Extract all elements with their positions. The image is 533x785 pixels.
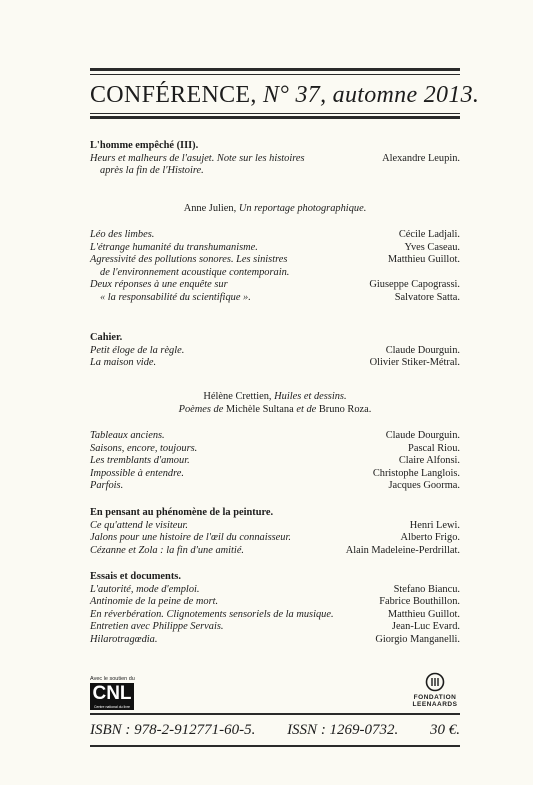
group-poems xyxy=(90,430,460,493)
interlude-title: Huiles et dessins. xyxy=(274,391,347,402)
footer xyxy=(90,722,460,739)
toc-title: Heurs et malheurs de l'asujet. Note sur les histoires xyxy=(90,152,305,164)
cnl-logo xyxy=(90,676,138,710)
toc-author: Pascal Riou. xyxy=(408,442,460,454)
toc-title: La maison vide. xyxy=(90,357,157,369)
toc-row xyxy=(90,292,460,305)
toc-author: Matthieu Guillot. xyxy=(387,608,460,620)
toc-author: Alberto Frigo. xyxy=(400,532,460,544)
toc-row xyxy=(90,545,460,558)
toc-row xyxy=(90,596,460,609)
toc-author: Henri Lewi. xyxy=(409,519,460,531)
group-articles-1 xyxy=(90,229,460,305)
fondation-line1: FONDATION xyxy=(413,694,457,701)
toc-title: Entretien avec Philippe Servais. xyxy=(90,621,224,633)
toc-author: Giorgio Manganelli. xyxy=(375,633,460,645)
toc-row xyxy=(90,520,460,533)
toc-author: Yves Caseau. xyxy=(404,241,460,253)
toc-row xyxy=(90,468,460,481)
toc-title: Parfois. xyxy=(90,480,124,492)
toc-row xyxy=(90,153,460,166)
cnl-mark: CNL xyxy=(90,683,134,705)
toc-author: Salvatore Satta. xyxy=(394,291,460,303)
toc-author: Fabrice Bouthillon. xyxy=(379,596,460,608)
toc-author: Claire Alfonsi. xyxy=(398,455,460,467)
interlude-title: Un reportage photographique. xyxy=(238,203,367,214)
toc-title: Impossible à entendre. xyxy=(90,467,184,479)
toc-row xyxy=(90,267,460,280)
toc-author: Christophe Langlois. xyxy=(372,467,460,479)
toc-title: Léo des limbes. xyxy=(90,229,155,240)
toc-row xyxy=(90,357,460,370)
toc-title: Deux réponses à une enquête sur xyxy=(90,279,228,291)
toc-title: Les tremblants d'amour. xyxy=(90,455,190,467)
toc-title: de l'environnement acoustique contemporain. xyxy=(100,266,290,278)
interlude-poems-label: Poèmes de xyxy=(178,403,224,415)
toc-row xyxy=(90,254,460,267)
toc-row xyxy=(90,279,460,292)
toc-title: Hilarotragœdia. xyxy=(90,633,158,645)
section-heading: Cahier. xyxy=(90,332,123,343)
toc-title: après la fin de l'Histoire. xyxy=(100,165,204,177)
top-thin-rule xyxy=(90,74,460,75)
footer-top-rule xyxy=(90,713,460,715)
toc-row xyxy=(90,345,460,358)
interlude-helene-crettien xyxy=(90,391,460,416)
fondation-line2: LEENAARDS xyxy=(412,701,458,708)
toc-author: Claude Dourguin. xyxy=(385,430,460,441)
toc-author: Jean-Luc Evard. xyxy=(391,621,460,633)
toc-title: L'autorité, mode d'emploi. xyxy=(90,583,200,595)
toc-author: Claude Dourguin. xyxy=(385,344,460,356)
isbn: ISBN : 978-2-912771-60-5. xyxy=(90,722,256,738)
interlude-name: Hélène Crettien, xyxy=(203,391,272,402)
fondation-emblem-icon xyxy=(425,672,445,692)
section-heading: Essais et documents. xyxy=(90,571,181,582)
toc-title: Cézanne et Zola : la fin d'une amitié. xyxy=(90,544,245,556)
toc-author: Matthieu Guillot. xyxy=(387,254,460,266)
toc-row xyxy=(90,229,460,242)
interlude-anne-julien xyxy=(90,203,460,216)
section-heading: En pensant au phénomène de la peinture. xyxy=(90,507,274,518)
toc-author: Cécile Ladjali. xyxy=(398,229,460,240)
toc-row xyxy=(90,165,460,178)
toc-title: Ce qu'attend le visiteur. xyxy=(90,519,189,531)
toc-row xyxy=(90,609,460,622)
toc-row xyxy=(90,480,460,493)
section-essais xyxy=(90,571,460,647)
toc-row xyxy=(90,443,460,456)
toc-title: Jalons pour une histoire de l'œil du connaisseur. xyxy=(90,532,291,544)
toc-title: L'étrange humanité du transhumanisme. xyxy=(90,241,258,253)
toc-row xyxy=(90,584,460,597)
fondation-logo xyxy=(405,672,465,708)
toc-author: Olivier Stiker-Métral. xyxy=(369,357,460,369)
title-issue: N° 37, automne 2013. xyxy=(262,82,480,108)
footer-bottom-rule xyxy=(90,745,460,747)
toc-row xyxy=(90,242,460,255)
price: 30 €. xyxy=(429,722,460,738)
toc-row xyxy=(90,634,460,647)
toc-title: Petit éloge de la règle. xyxy=(90,344,185,356)
title-thick-rule xyxy=(90,116,460,119)
toc-row xyxy=(90,532,460,545)
journal-title xyxy=(90,82,480,109)
cnl-caption: Avec le soutien du xyxy=(90,676,135,682)
interlude-poet: Michèle Sultana xyxy=(225,403,294,415)
interlude-poet: Bruno Roza. xyxy=(318,403,372,415)
toc-row xyxy=(90,621,460,634)
issn: ISSN : 1269-0732. xyxy=(287,722,399,738)
section-heading: L'homme empêché (III). xyxy=(90,140,199,151)
cnl-subtitle: Centre national du livre xyxy=(90,705,134,710)
section-cahier xyxy=(90,332,460,370)
toc-author: Jacques Goorma. xyxy=(388,480,460,492)
section-peinture xyxy=(90,507,460,557)
toc-title: Tableaux anciens. xyxy=(90,430,165,441)
interlude-name: Anne Julien, xyxy=(183,203,237,214)
top-thick-rule xyxy=(90,68,460,71)
toc-author: Alain Madeleine-Perdrillat. xyxy=(345,544,460,556)
section-homme-empeche xyxy=(90,140,460,178)
toc-title: « la responsabilité du scientifique ». xyxy=(100,291,251,303)
toc-author: Alexandre Leupin. xyxy=(382,152,460,164)
toc-row xyxy=(90,455,460,468)
interlude-conjunction: et de xyxy=(296,403,317,415)
title-thin-rule xyxy=(90,113,460,114)
title-main: CONFÉRENCE, xyxy=(90,82,257,108)
toc-title: Saisons, encore, toujours. xyxy=(90,442,198,454)
toc-row xyxy=(90,430,460,443)
toc-title: Agressivité des pollutions sonores. Les sinistres xyxy=(90,254,288,266)
toc-author: Stefano Biancu. xyxy=(393,583,460,595)
toc-author: Giuseppe Capograssi. xyxy=(369,279,460,291)
toc-title: Antinomie de la peine de mort. xyxy=(90,596,219,608)
toc-title: En réverbération. Clignotements sensoriels de la musique. xyxy=(90,608,334,620)
